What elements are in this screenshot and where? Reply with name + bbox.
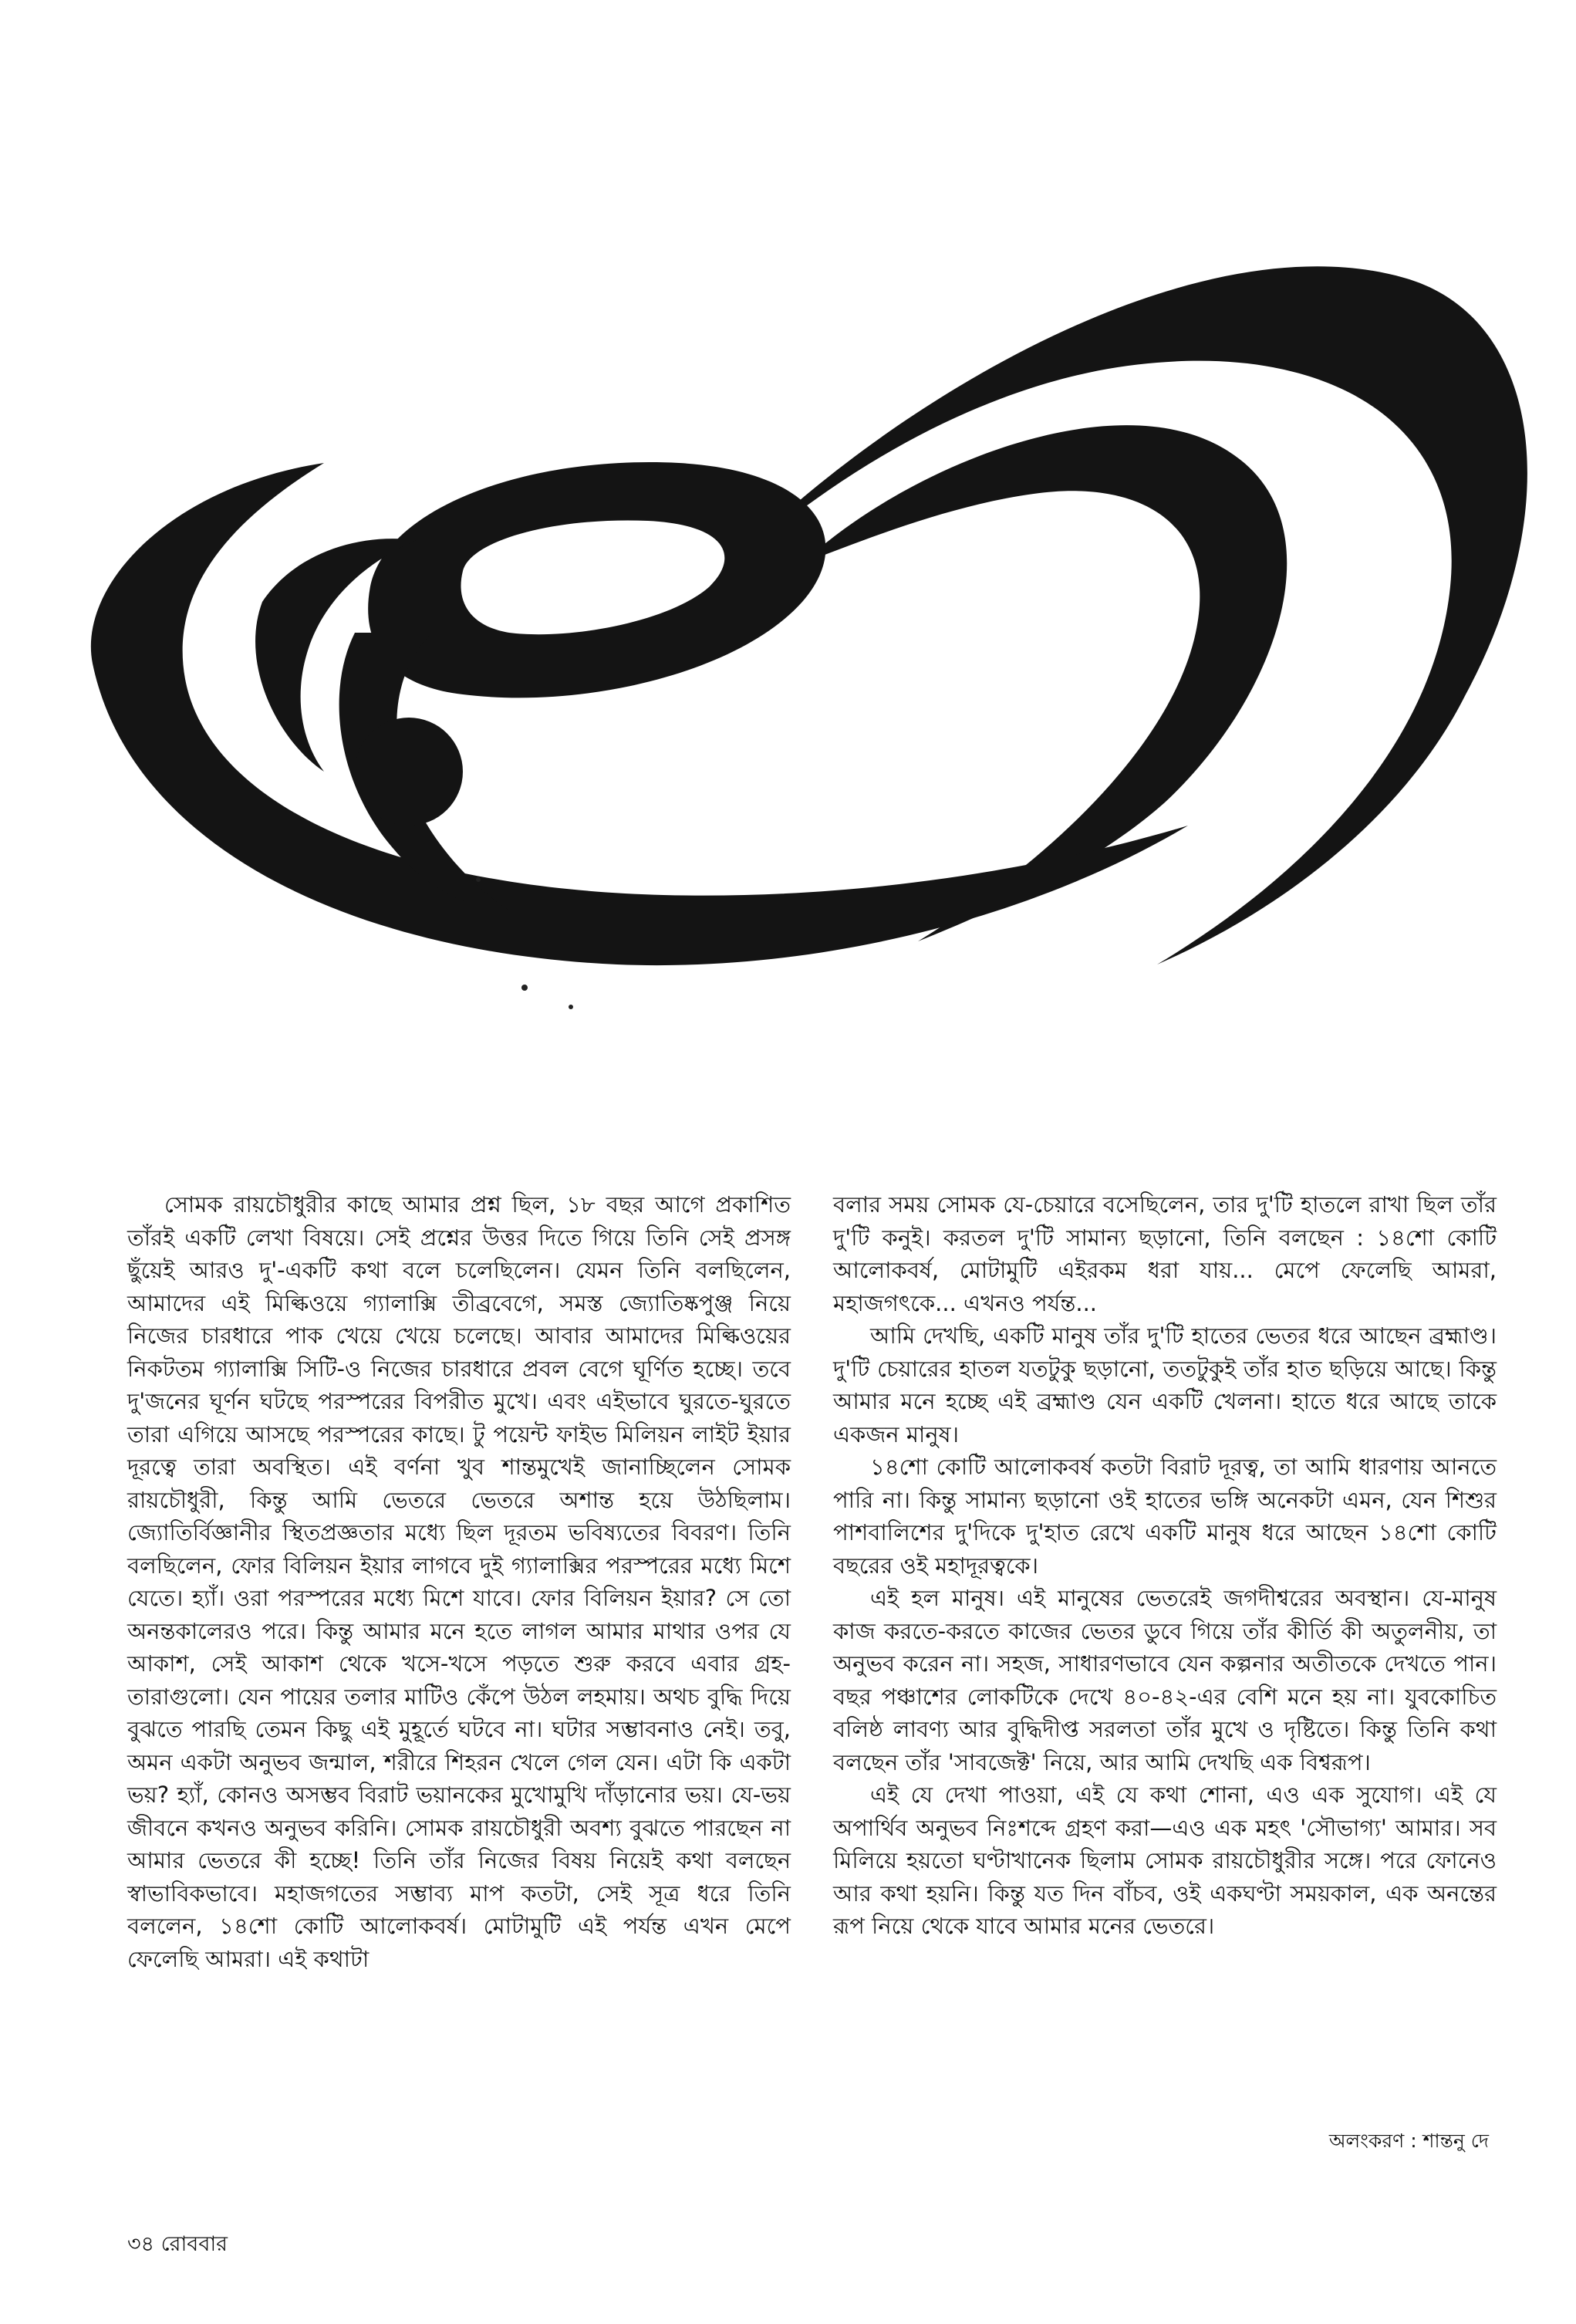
speck <box>476 877 481 882</box>
speck <box>569 1005 573 1009</box>
speck <box>521 985 528 991</box>
page-folio: ৩৪ রোববার <box>127 2232 228 2256</box>
article-paragraph: এই হল মানুষ। এই মানুষের ভেতরেই জগদীশ্বরের অবস্থান। যে-মানুষ কাজ করতে-করতে কাজের ভেতর ডুবে গিয়ে তাঁর কীর্তি কী অতুলনীয়, তা অনুভব করেন না। সহজ, সাধারণভাবে যেন কল্পনার অতীতকে দেখতে পান। বছর পঞ্চাশের লোকটিকে দেখে ৪০-৪২-এর বেশি মনে হয় না। যুবকোচিত বলিষ্ঠ লাবণ্য আর বুদ্ধিদীপ্ত সরলতা তাঁর মুখে ও দৃষ্টিতে। কিন্তু তিনি কথা বলছেন তাঁর 'সাবজেক্ট' নিয়ে, আর আমি দেখছি এক বিশ্বরূপ। <box>833 1585 1497 1775</box>
spiral-illustration <box>31 231 1558 1173</box>
article-paragraph: সোমক রায়চৌধুরীর কাছে আমার প্রশ্ন ছিল, ১৮ বছর আগে প্রকাশিত তাঁরই একটি লেখা বিষয়ে। সেই প্রশ্নের উত্তর দিতে গিয়ে তিনি সেই প্রসঙ্গ ছুঁয়েই আরও দু'-একটি কথা বলে চলেছিলেন। যেমন তিনি বলছিলেন, আমাদের এই মিল্কিওয়ে গ্যালাক্সি তীব্রবেগে, সমস্ত জ্যোতিষ্কপুঞ্জ নিয়ে নিজের চারধারে পাক খেয়ে খেয়ে চলেছে। আবার আমাদের মিল্কিওয়ের নিকটতম গ্যালাক্সি সিটি-ও নিজের চারধারে প্রবল বেগে ঘূর্ণিত হচ্ছে। তবে দু'জনের ঘূর্ণন ঘটছে পরস্পরের বিপরীত মুখে। এবং এইভাবে ঘুরতে-ঘুরতে তারা এগিয়ে আসছে পরস্পরের কাছে। টু পয়েন্ট ফাইভ মিলিয়ন লাইট ইয়ার দূরত্বে তারা অবস্থিত। এই বর্ণনা খুব শান্তমুখেই জানাচ্ছিলেন সোমক রায়চৌধুরী, কিন্তু আমি ভেতরে ভেতরে অশান্ত হয়ে উঠছিলাম। জ্যোতির্বিজ্ঞানীর স্থিতপ্রজ্ঞতার মধ্যে ছিল দূরতম ভবিষ্যতের বিবরণ। তিনি বলছিলেন, ফোর বিলিয়ন ইয়ার লাগবে দুই গ্যালাক্সির পরস্পরের মধ্যে মিশে যেতে। হ্যাঁ। ওরা পরস্পরের মধ্যে মিশে যাবে। ফোর বিলিয়ন ইয়ার? সে তো অনন্তকালেরও পরে। কিন্তু আমার মনে হতে লাগল আমার মাথার ওপর যে আকাশ, সেই আকাশ থেকে খসে-খসে পড়তে শুরু করবে এবার গ্রহ-তারাগুলো। যেন পায়ের তলার মাটিও কেঁপে উঠল লহমায়। অথচ বুদ্ধি দিয়ে বুঝতে পারছি তেমন কিছু এই মুহূর্তে ঘটবে না। ঘটার সম্ভাবনাও নেই। তবু, অমন একটা অনুভব জন্মাল, শরীরে শিহরন খেলে গেল যেন। এটা কি একটা ভয়? হ্যাঁ, কোনও অসম্ভব বিরাট ভয়ানকের মুখোমুখি দাঁড়ানোর ভয়। যে-ভয় জীবনে কখনও অনুভব করিনি। সোমক রায়চৌধুরী অবশ্য বুঝতে পারছেন না আমার ভেতরে কী হচ্ছে! তিনি তাঁর নিজের বিষয় নিয়েই কথা বলছেন স্বাভাবিকভাবে। মহাজগতের সম্ভাব্য মাপ কতটা, সেই সূত্র ধরে তিনি বললেন, ১৪শো কোটি আলোকবর্ষ। মোটামুটি এই পর্যন্ত এখন মেপে ফেলেছি আমরা। এই কথাটা <box>127 1191 791 1972</box>
center-ring <box>368 462 825 698</box>
article-paragraph: এই যে দেখা পাওয়া, এই যে কথা শোনা, এও এক সুযোগ। এই যে অপার্থিব অনুভব নিঃশব্দে গ্রহণ করা—এও এক মহৎ 'সৌভাগ্য' আমার। সব মিলিয়ে হয়তো ঘণ্টাখানেক ছিলাম সোমক রায়চৌধুরীর সঙ্গে। পরে ফোনেও আর কথা হয়নি। কিন্তু যত দিন বাঁচব, ওই একঘণ্টা সময়কাল, এক অনন্তের রূপ নিয়ে থেকে যাবে আমার মনের ভেতরে। <box>833 1782 1497 1939</box>
article-column-right <box>833 1188 1497 1943</box>
black-dot <box>355 718 463 826</box>
illustration-credit: অলংকরণ : শান্তনু দে <box>1328 2130 1489 2152</box>
article-column-left <box>127 1188 791 1975</box>
article-paragraph: ১৪শো কোটি আলোকবর্ষ কতটা বিরাট দূরত্ব, তা আমি ধারণায় আনতে পারি না। কিন্তু সামান্য ছড়ানো ওই হাতের ভঙ্গি অনেকটা এমন, যেন শিশুর পাশবালিশের দু'দিকে দু'হাত রেখে একটি মানুষ ধরে আছেন ১৪শো কোটি বছরের ওই মহাদূরত্বকে। <box>833 1454 1497 1579</box>
sweeping-arm <box>91 463 1188 965</box>
article-paragraph: আমি দেখছি, একটি মানুষ তাঁর দু'টি হাতের ভেতর ধরে আছেন ব্রহ্মাণ্ড। দু'টি চেয়ারের হাতল যতটুকু ছড়ানো, ততটুকুই তাঁর হাত ছড়িয়ে আছে। কিন্তু আমার মনে হচ্ছে এই ব্রহ্মাণ্ড যেন একটি খেলনা। হাতে ধরে আছে তাকে একজন মানুষ। <box>833 1322 1497 1447</box>
article-paragraph: বলার সময় সোমক যে-চেয়ারে বসেছিলেন, তার দু'টি হাতলে রাখা ছিল তাঁর দু'টি কনুই। করতল দু'টি সামান্য ছড়ানো, তিনি বলছেন : ১৪শো কোটি আলোকবর্ষ, মোটামুটি এইরকম ধরা যায়... মেপে ফেলেছি আমরা, মহাজগৎকে... এখনও পর্যন্ত... <box>833 1191 1497 1316</box>
